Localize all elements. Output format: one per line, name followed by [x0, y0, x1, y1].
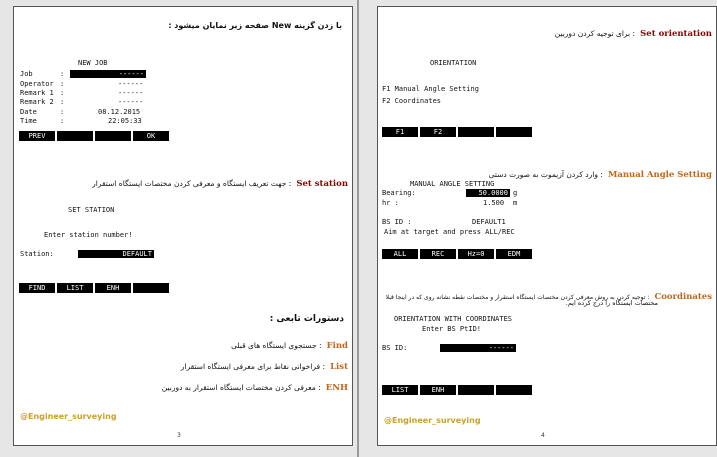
page-heading: با زدن گزینه New صفحه زیر نمایان میشود : — [168, 21, 342, 30]
set-orientation-text: : برای توجیه کردن دوربین — [554, 29, 636, 38]
bearing-label: Bearing: — [382, 189, 416, 197]
manual-angle-keyword: Manual Angle Setting — [607, 170, 712, 180]
f1-softkey[interactable]: F1 — [382, 127, 418, 137]
page-number: 3 — [177, 432, 181, 439]
aim-instruction: Aim at target and press ALL/REC — [384, 228, 515, 236]
list-command-text: : فراخوانی نقاط برای معرفی ایستگاه استقرار — [180, 362, 325, 371]
commands-heading: دستورات تابعی : — [269, 314, 344, 324]
manual-angle-description — [489, 162, 712, 181]
remark1-sep: : — [60, 89, 65, 97]
enh-softkey[interactable]: ENH — [95, 283, 131, 293]
set-station-text: : جهت تعریف ایستگاه و معرفی کردن مختصات ایستگاه استقرار — [92, 179, 292, 188]
coordinates-description — [386, 284, 712, 303]
f2-softkey[interactable]: F2 — [420, 127, 456, 137]
set-orientation-description — [555, 21, 712, 40]
hr-unit: m — [513, 199, 518, 207]
coords-title: ORIENTATION WITH COORDINATES — [394, 315, 513, 323]
watermark: @Engineer_surveying — [384, 416, 481, 425]
time-value: 22:05:33 — [108, 117, 142, 125]
operator-value: ------ — [118, 80, 144, 88]
new-job-softkeys — [19, 131, 169, 141]
blank-softkey[interactable] — [496, 385, 532, 395]
prev-softkey[interactable]: PREV — [19, 131, 55, 141]
blank-softkey[interactable] — [458, 385, 494, 395]
coordinates-text: : توجیه کردن به روش معرفی کردن مختصات ایستگاه استقرار و مختصات نقطه نشانه روی که در اینجا قبلا — [385, 294, 650, 301]
job-label: Job — [20, 70, 33, 78]
job-field[interactable]: ------ — [70, 70, 146, 78]
manual-angle-text: : وارد کردن آزیموت به صورت دستی — [488, 170, 603, 179]
find-softkey[interactable]: FIND — [19, 283, 55, 293]
time-label: Time — [20, 117, 37, 125]
new-job-title: NEW JOB — [78, 59, 108, 67]
blank-softkey[interactable] — [95, 131, 131, 141]
coords-bsid-field[interactable]: ------ — [440, 344, 516, 352]
set-orientation-keyword: Set orientation — [640, 29, 712, 39]
operator-sep: : — [60, 80, 65, 88]
set-station-description — [92, 171, 348, 190]
manual-angle-softkeys — [382, 249, 532, 259]
set-station-keyword: Set station — [296, 179, 348, 189]
set-station-softkeys — [19, 283, 169, 293]
remark2-value: ------ — [118, 98, 144, 106]
document-page-right — [377, 6, 717, 446]
ok-softkey[interactable]: OK — [133, 131, 169, 141]
date-sep: : — [60, 108, 65, 116]
coordinates-text-line2: مختصات ایستگاه را درج کرده ایم. — [565, 299, 658, 307]
remark2-sep: : — [60, 98, 65, 106]
date-value: 08.12.2015 — [98, 108, 141, 116]
coords-bsid-label: BS ID: — [382, 344, 408, 352]
station-label: Station: — [20, 250, 54, 258]
time-sep: : — [60, 117, 65, 125]
coords-prompt: Enter BS PtID! — [422, 325, 482, 333]
manual-bsid-value: DEFAULT1 — [472, 218, 506, 226]
all-softkey[interactable]: ALL — [382, 249, 418, 259]
page-gutter — [357, 0, 359, 457]
operator-label: Operator — [20, 80, 54, 88]
blank-softkey[interactable] — [133, 283, 169, 293]
f2-option[interactable]: F2 Coordinates — [382, 97, 442, 105]
enh-command-row — [162, 375, 348, 394]
f1-option[interactable]: F1 Manual Angle Setting — [382, 85, 479, 93]
list-softkey[interactable]: LIST — [57, 283, 93, 293]
find-command-key: Find — [326, 341, 348, 351]
hr-value: 1.500 — [483, 199, 505, 207]
set-station-prompt: Enter station number! — [44, 231, 133, 239]
coordinates-keyword: Coordinates — [654, 292, 712, 302]
find-command-text: : جستجوی ایستگاه های قبلی — [231, 341, 322, 350]
set-station-title: SET STATION — [68, 206, 115, 214]
blank-softkey[interactable] — [458, 127, 494, 137]
hz0-softkey[interactable]: Hz=0 — [458, 249, 494, 259]
hr-label: hr : — [382, 199, 399, 207]
station-field[interactable]: DEFAULT — [78, 250, 154, 258]
remark1-value: ------ — [118, 89, 144, 97]
coords-softkeys — [382, 385, 532, 395]
list-command-row — [181, 354, 348, 373]
enh-softkey[interactable]: ENH — [420, 385, 456, 395]
orientation-title: ORIENTATION — [430, 59, 477, 67]
enh-command-text: : معرفی کردن مختصات ایستگاه استقرار به دوربین — [161, 383, 321, 392]
watermark: @Engineer_surveying — [20, 412, 117, 421]
blank-softkey[interactable] — [496, 127, 532, 137]
list-command-key: List — [330, 362, 348, 372]
manual-angle-title: MANUAL ANGLE SETTING — [410, 180, 495, 188]
manual-bsid-label: BS ID : — [382, 218, 412, 226]
job-sep: : — [60, 70, 65, 78]
rec-softkey[interactable]: REC — [420, 249, 456, 259]
blank-softkey[interactable] — [57, 131, 93, 141]
orientation-softkeys — [382, 127, 532, 137]
enh-command-key: ENH — [325, 383, 348, 393]
bearing-unit: g — [513, 189, 518, 197]
date-label: Date — [20, 108, 37, 116]
bearing-field[interactable]: 50.0000 — [466, 189, 510, 197]
remark1-label: Remark 1 — [20, 89, 54, 97]
find-command-row — [231, 333, 348, 352]
page-number: 4 — [541, 432, 545, 439]
remark2-label: Remark 2 — [20, 98, 54, 106]
edm-softkey[interactable]: EDM — [496, 249, 532, 259]
list-softkey[interactable]: LIST — [382, 385, 418, 395]
document-page-left — [13, 6, 353, 446]
